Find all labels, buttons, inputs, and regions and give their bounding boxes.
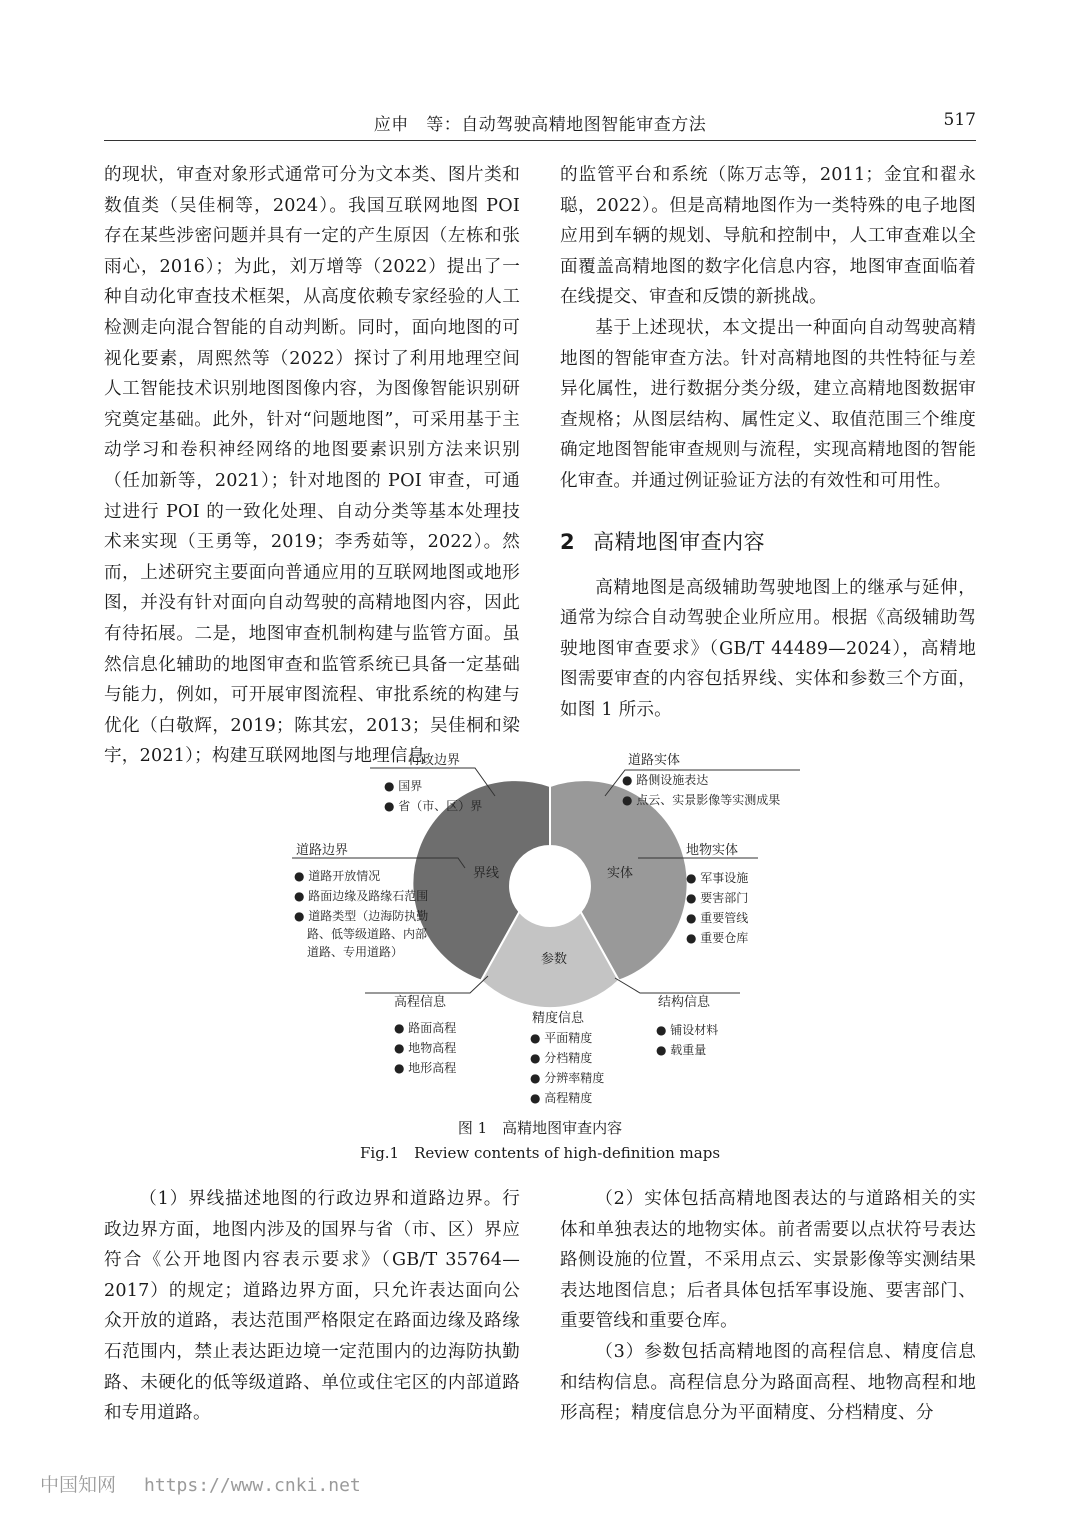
cnki-watermark	[40, 1470, 361, 1497]
paragraph: 基于上述现状，本文提出一种面向自动驾驶高精地图的智能审查方法。针对高精地图的共性特征与差异化属性，进行数据分类分级，建立高精地图数据审查规格；从图层结构、属性定义、取值范围三个维度确定地图智能审查规则与流程，实现高精地图的智能化审查。并通过例证验证方法的有效性和可用性。	[560, 317, 976, 491]
paragraph: 的监管平台和系统（陈万志等，2011；金宜和翟永聪，2022）。但是高精地图作为一类特殊的电子地图应用到车辆的规划、导航和控制中，人工审查难以全面覆盖高精地图的数字化信息内容，地图审查面临着在线提交、审查和反馈的新挑战。	[560, 165, 976, 308]
list-item: ● 道路类型（边海防执勤	[294, 909, 429, 923]
list-item-cont: 道路、专用道路）	[307, 945, 404, 959]
figure-caption-zh: 图 1 高精地图审查内容	[457, 1119, 623, 1137]
watermark-brand: 中国知网	[40, 1474, 117, 1496]
paragraph: 高精地图是高级辅助驾驶地图上的继承与延伸，通常为综合自动驾驶企业所应用。根据《高级辅助驾驶地图审查要求》（GB/T 44489—2024），高精地图需要审查的内容包括界线、实体和参数三个方面，如图 1 所示。	[560, 577, 976, 720]
paragraph: 的现状，审查对象形式通常可分为文本类、图片类和数值类（吴佳桐等，2024）。我国互联网地图 POI 存在某些涉密问题并具有一定的产生原因（左栋和张雨心，2016）；为此，刘万增等（2022）提出了一种自动化审查技术框架，从高度依赖专家经验的人工检测走向混合智能的自动判断。同时，面向地图的可视化要素，周熙然等（2022）探讨了利用地理空间人工智能技术识别地图图像内容，为图像智能识别研究奠定基础。此外，针对“问题地图”，可采用基于主动学习和卷积神经网络的地图要素识别方法来识别（任加新等，2021）；针对地图的 POI 审查，可通过进行 POI 的一致化处理、自动分类等基本处理技术来实现（王勇等，2019；李秀茹等，2022）。然而，上述研究主要面向普通应用的互联网地图或地形图，并没有针对面向自动驾驶的高精地图内容，因此有待拓展。二是，地图审查机制构建与监管方面。虽然信息化辅助的地图审查和监管系统已具备一定基础与能力，例如，可开展审图流程、审批系统的构建与优化（白敬辉，2019；陈其宏，2013；吴佳桐和梁宇，2021）；构建互联网地图与地理信息	[104, 165, 520, 767]
right-column-top	[560, 160, 976, 726]
list-item: ● 点云、实景影像等实测成果	[622, 793, 781, 807]
watermark-url: https://www.cnki.net	[144, 1475, 361, 1496]
paragraph: （3）参数包括高精地图的高程信息、精度信息和结构信息。高程信息分为路面高程、地物高程和地形高程；精度信息分为平面精度、分档精度、分	[560, 1341, 976, 1424]
group-title-road-boundary: 道路边界	[296, 843, 349, 858]
list-item: ● 道路开放情况	[294, 869, 381, 883]
list-item: ● 路面边缘及路缘石范围	[294, 889, 429, 903]
group-title-road-entity: 道路实体	[628, 753, 681, 768]
right-column-bottom	[560, 1184, 976, 1429]
segment-label-entity: 实体	[606, 866, 634, 881]
running-header	[104, 104, 976, 141]
group-title-admin-boundary: 行政边界	[408, 753, 461, 768]
list-item: ● 分档精度	[530, 1051, 593, 1065]
list-item: ● 国界	[384, 779, 423, 793]
list-item: ● 地物高程	[394, 1041, 457, 1055]
list-item: ● 载重量	[656, 1043, 707, 1057]
figure-review-contents	[270, 748, 810, 1118]
list-item: ● 军事设施	[686, 871, 749, 885]
list-item: ● 高程精度	[530, 1091, 593, 1105]
list-item: ● 省（市、区）界	[384, 799, 483, 813]
paragraph: （2）实体包括高精地图表达的与道路相关的实体和单独表达的地物实体。前者需要以点状符号表达路侧设施的位置，不采用点云、实景影像等实测结果表达地图信息；后者具体包括军事设施、要害部门、重要管线和重要仓库。	[560, 1189, 976, 1332]
page-number: 517	[943, 110, 976, 130]
group-title-precision-info: 精度信息	[532, 1011, 585, 1026]
donut-diagram	[270, 748, 810, 1118]
section-title: 高精地图审查内容	[593, 529, 766, 554]
list-item: ● 分辨率精度	[530, 1071, 605, 1085]
segment-label-boundary: 界线	[472, 866, 500, 881]
left-column-top	[104, 160, 520, 772]
list-item: ● 重要仓库	[686, 931, 749, 945]
list-item: ● 平面精度	[530, 1031, 593, 1045]
figure-caption-en: Fig.1 Review contents of high-definition maps	[359, 1144, 721, 1162]
list-item: ● 铺设材料	[656, 1023, 719, 1037]
section-number: 2	[560, 529, 576, 554]
list-item: ● 地形高程	[394, 1061, 457, 1075]
section-heading	[560, 525, 976, 559]
group-title-elevation-info: 高程信息	[394, 995, 447, 1010]
list-item: ● 要害部门	[686, 891, 749, 905]
group-title-ground-entity: 地物实体	[686, 843, 739, 858]
segment-label-parameter: 参数	[540, 952, 568, 967]
list-item: ● 重要管线	[686, 911, 749, 925]
left-column-bottom	[104, 1184, 520, 1429]
paragraph: （1）界线描述地图的行政边界和道路边界。行政边界方面，地图内涉及的国界与省（市、区）界应符合《公开地图内容表示要求》（GB/T 35764—2017）的规定；道路边界方面，只允许表达面向公众开放的道路，表达范围严格限定在路面边缘及路缘石范围内，禁止表达距边境一定范围内的边海防执勤路、未硬化的低等级道路、单位或住宅区的内部道路和专用道路。	[104, 1189, 520, 1424]
list-item-cont: 路、低等级道路、内部	[307, 927, 428, 941]
group-title-structure-info: 结构信息	[658, 995, 711, 1010]
list-item: ● 路侧设施表达	[622, 773, 709, 787]
list-item: ● 路面高程	[394, 1021, 457, 1035]
running-title: 应申 等：自动驾驶高精地图智能审查方法	[373, 115, 707, 135]
